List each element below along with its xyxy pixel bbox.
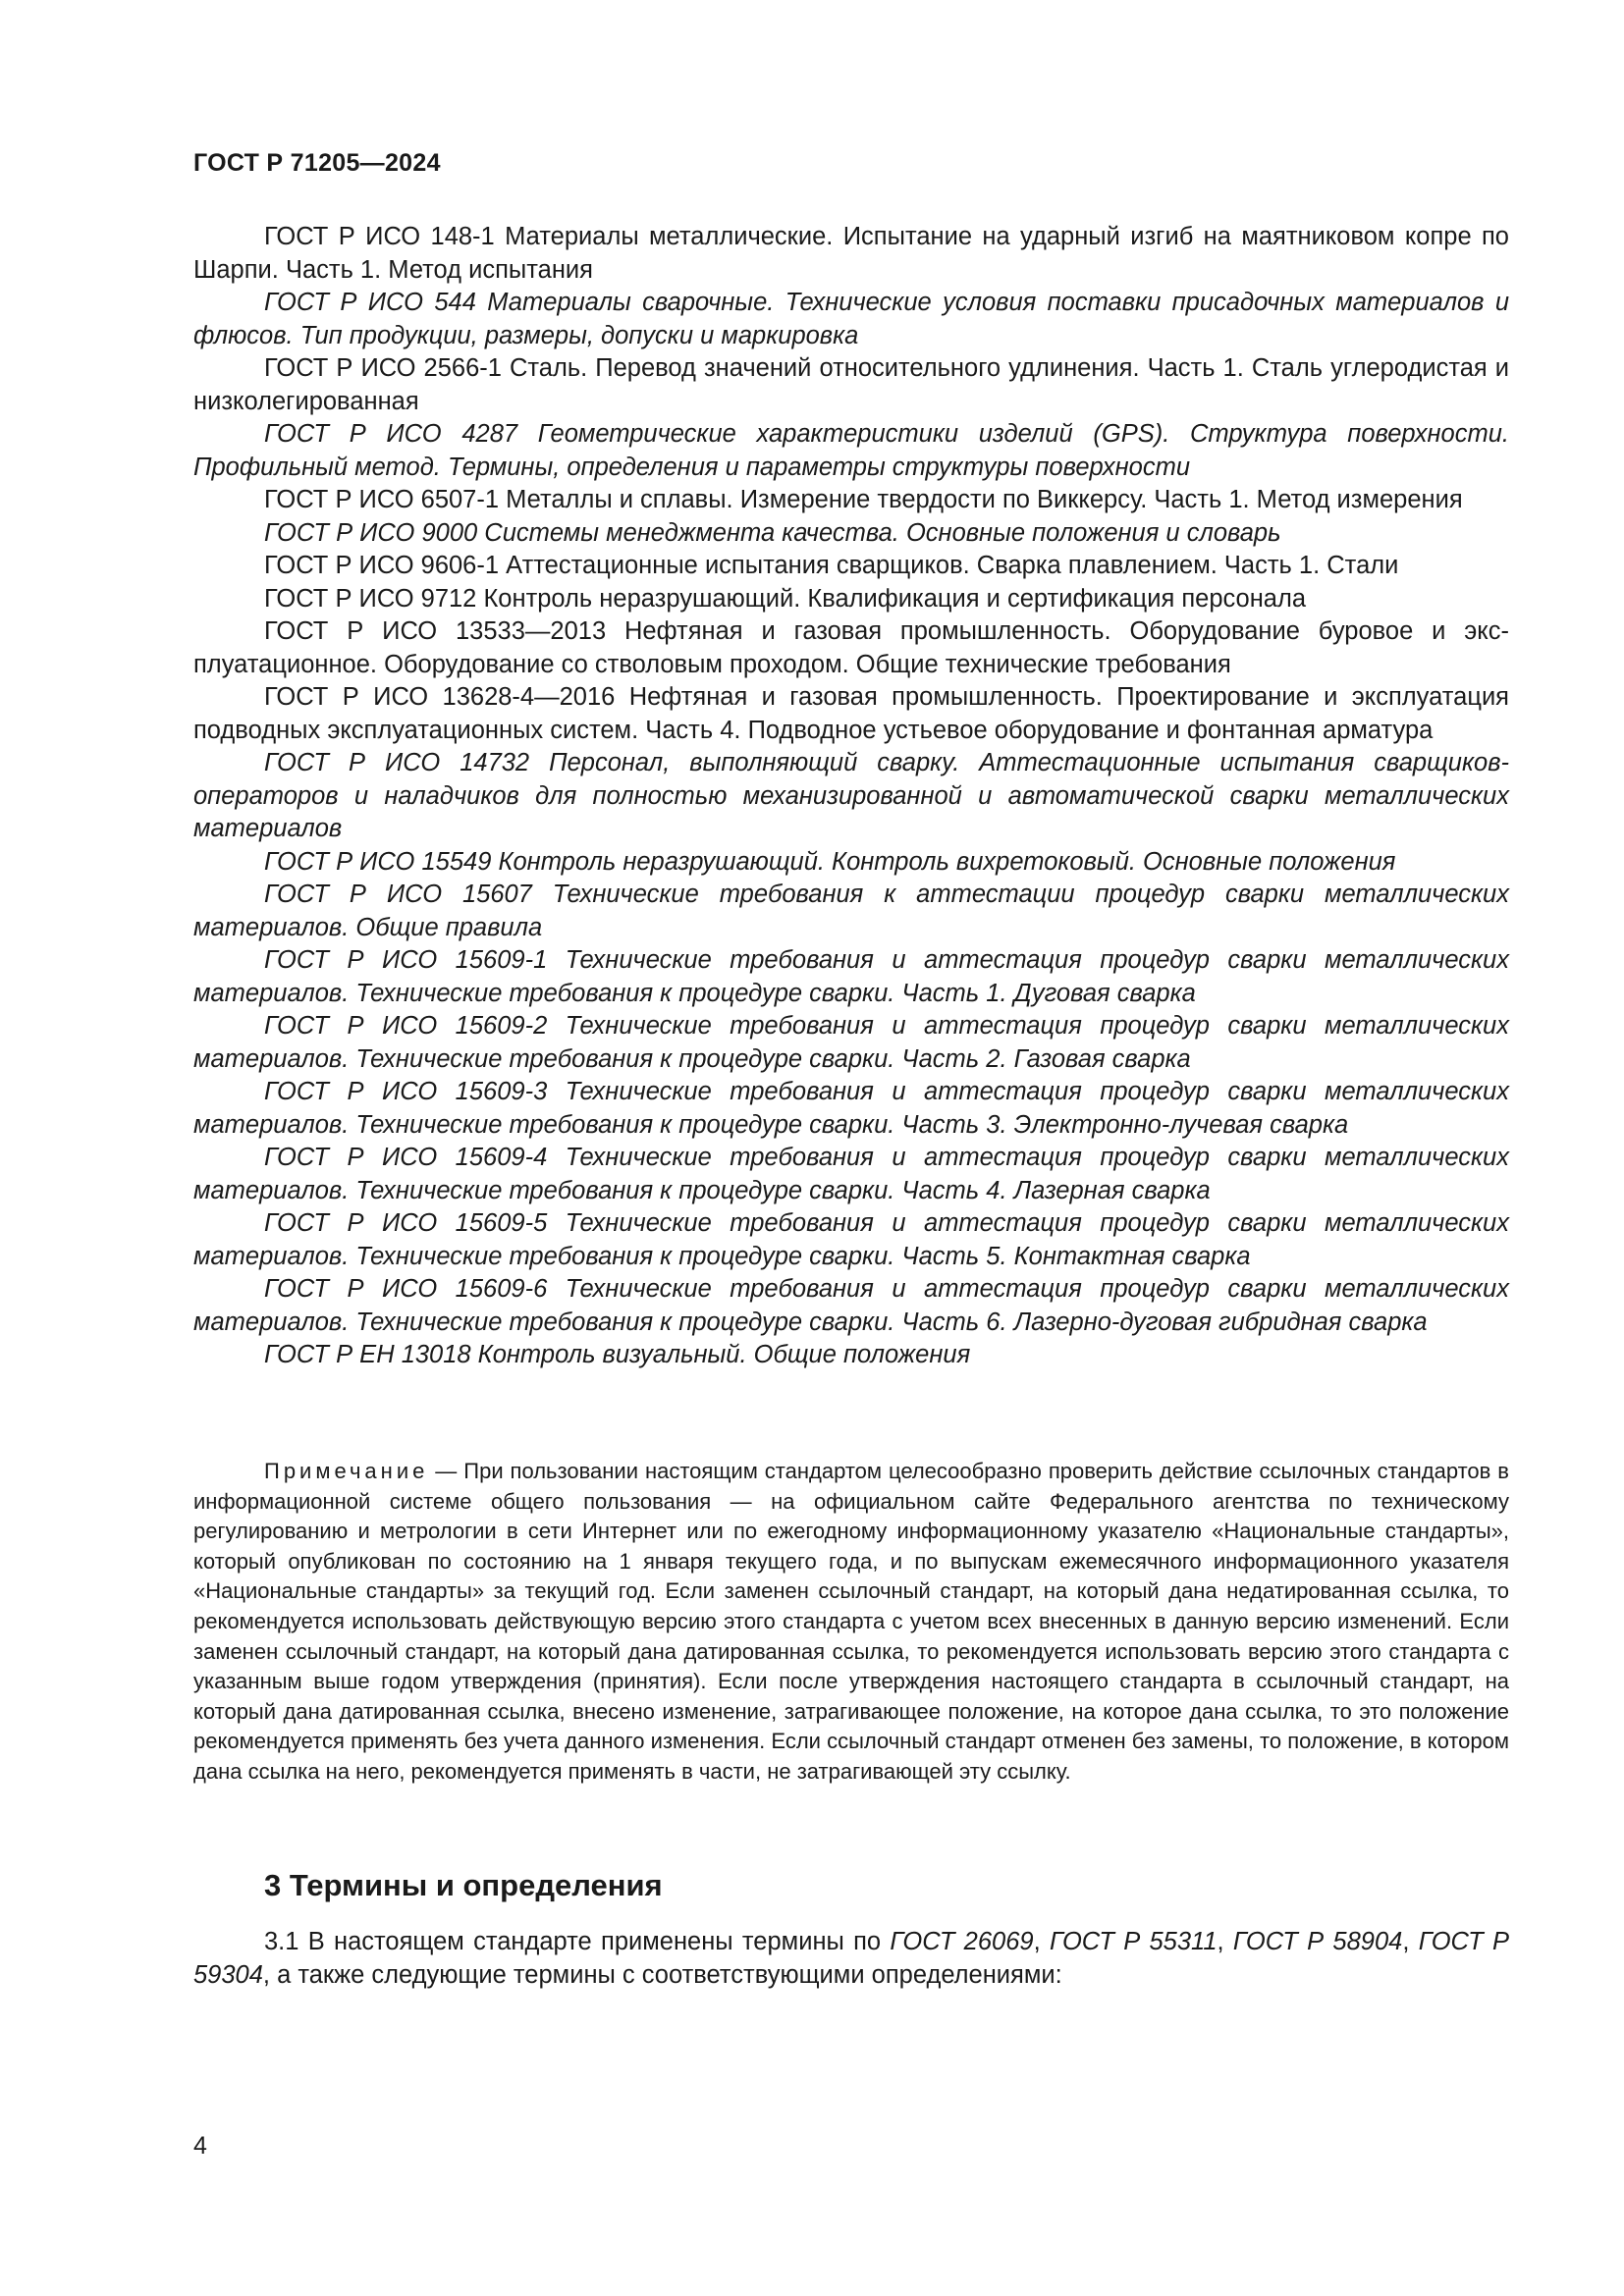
reference-item: ГОСТ Р ИСО 9606-1 Аттестационные испытания сварщиков. Сварка плавлением. Часть 1. Стали <box>264 552 1399 579</box>
note-paragraph <box>193 1457 1509 1788</box>
note-text: При пользовании настоящим стандартом целесообразно проверить действие ссылочных стандартов в информационной системе общего пользования — на официальном сайте Федерального агентства по техническому регулированию и метрологии в сети Интернет или по ежегодному информационному указателю «Национальные стандарты», который опубликован по состоянию на 1 января текущего года, и по выпускам ежемесячного информационного указателя «Национальные стандарты» за текущий год. Если заменен ссылочный стандарт, на который дана недатированная ссылка, то рекомендуется использовать действующую версию этого стандарта с учетом всех внесенных в данную версию изменений. Если заменен ссылочный стандарт, на который дана датированная ссылка, то рекомендуется использовать версию этого стандарта с указанным выше годом утверждения (принятия). Если после утверждения настоящего стандарта в ссылочный стандарт, на который дана датированная ссылка, внесено изменение, затрагивающее положение, на которое дана ссылка, то это положение рекомендуется применять без учета данного изменения. Если ссылочный стандарт отменен без замены, то положение, в котором дана ссылка на него, рекомендуется применять в части, не затрагивающей эту ссылку. <box>193 1459 1509 1784</box>
reference-item: ГОСТ Р ИСО 6507-1 Металлы и сплавы. Измерение твердости по Виккерсу. Часть 1. Метод измерения <box>264 486 1463 513</box>
reference-item: ГОСТ Р ИСО 15609-5 Технические требования и аттестация процедур сварки металлических материалов. Технические требования к процедуре сварки. Часть 5. Контактная сварка <box>193 1209 1509 1270</box>
reference-item: ГОСТ Р ИСО 15609-4 Технические требования и аттестация процедур сварки металлических материалов. Технические требования к процедуре сварки. Часть 4. Лазерная сварка <box>193 1144 1509 1204</box>
reference-item: ГОСТ Р ИСО 9000 Системы менеджмента качества. Основные положения и словарь <box>264 518 1281 547</box>
reference-item: ГОСТ Р ИСО 13628-4—2016 Нефтяная и газовая промышленность. Проектирование и эксплуатация подводных эксплуатационных систем. Часть 4. Подводное устьевое оборудование и фонтанная арматура <box>193 683 1509 744</box>
reference-item: ГОСТ Р ИСО 15549 Контроль неразрушающий. Контроль вихретоковый. Основные положения <box>264 847 1396 876</box>
reference-item: ГОСТ Р ИСО 148-1 Материалы металлические. Испытание на ударный изгиб на маятниковом копре по Шарпи. Часть 1. Метод испытания <box>193 223 1509 284</box>
intro-suffix: , а также следующие термины с соответствующими определениями: <box>262 1960 1062 1989</box>
reference-item: ГОСТ Р ИСО 14732 Персонал, выполняющий сварку. Аттестационные испытания сварщиков-операторов и наладчиков для полностью механизированной и автоматической сварки металлических материалов <box>193 749 1509 842</box>
section-intro-paragraph <box>193 1926 1509 1992</box>
separator: , <box>1402 1928 1419 1955</box>
reference-item: ГОСТ Р ИСО 2566-1 Сталь. Перевод значений относительного удлинения. Часть 1. Сталь углеродистая и низколегированная <box>193 354 1509 415</box>
reference-item: ГОСТ Р ИСО 15609-2 Технические требования и аттестация процедур сварки металлических материалов. Технические требования к процедуре сварки. Часть 2. Газовая сварка <box>193 1012 1509 1073</box>
note-dash: — <box>428 1459 464 1483</box>
reference-item: ГОСТ Р ИСО 9712 Контроль неразрушающий. Квалификация и сертификация персонала <box>264 584 1307 613</box>
reference-item: ГОСТ Р ЕН 13018 Контроль визуальный. Общие положения <box>264 1341 971 1368</box>
page-number: 4 <box>193 2132 207 2160</box>
intro-prefix: 3.1 В настоящем стандарте применены термины по <box>264 1928 891 1955</box>
standard-ref: ГОСТ 26069 <box>890 1928 1034 1955</box>
standard-ref: ГОСТ Р 58904 <box>1232 1928 1403 1955</box>
reference-item: ГОСТ Р ИСО 15609-6 Технические требования и аттестация процедур сварки металлических материалов. Технические требования к процедуре сварки. Часть 6. Лазерно-дуговая гибридная сварка <box>193 1275 1509 1336</box>
normative-references-list <box>193 221 1509 1372</box>
reference-item: ГОСТ Р ИСО 4287 Геометрические характеристики изделий (GPS). Структура поверхности. Профильный метод. Термины, определения и параметры структуры поверхности <box>193 420 1509 481</box>
reference-item: ГОСТ Р ИСО 13533—2013 Нефтяная и газовая промышленность. Оборудование буровое и эксплуатационное. Оборудование со стволовым проходом. Общие технические требования <box>193 617 1509 678</box>
section-heading: 3 Термины и определения <box>264 1868 663 1902</box>
standard-ref: ГОСТ Р 59304 <box>193 1928 1509 1989</box>
standard-ref: ГОСТ Р 55311 <box>1049 1928 1218 1955</box>
reference-item: ГОСТ Р ИСО 544 Материалы сварочные. Технические условия поставки присадочных материалов и флюсов. Тип продукции, размеры, допуски и маркировка <box>193 289 1509 349</box>
note-label: Примечание <box>264 1459 429 1483</box>
reference-item: ГОСТ Р ИСО 15609-3 Технические требования и аттестация процедур сварки металлических материалов. Технические требования к процедуре сварки. Часть 3. Электронно-лучевая сварка <box>193 1078 1509 1139</box>
document-header: ГОСТ Р 71205—2024 <box>193 149 441 177</box>
separator: , <box>1033 1928 1050 1955</box>
reference-item: ГОСТ Р ИСО 15607 Технические требования к аттестации процедур сварки металлических материалов. Общие правила <box>193 881 1509 941</box>
reference-item: ГОСТ Р ИСО 15609-1 Технические требования и аттестация процедур сварки металлических материалов. Технические требования к процедуре сварки. Часть 1. Дуговая сварка <box>193 946 1509 1007</box>
separator: , <box>1217 1928 1233 1955</box>
